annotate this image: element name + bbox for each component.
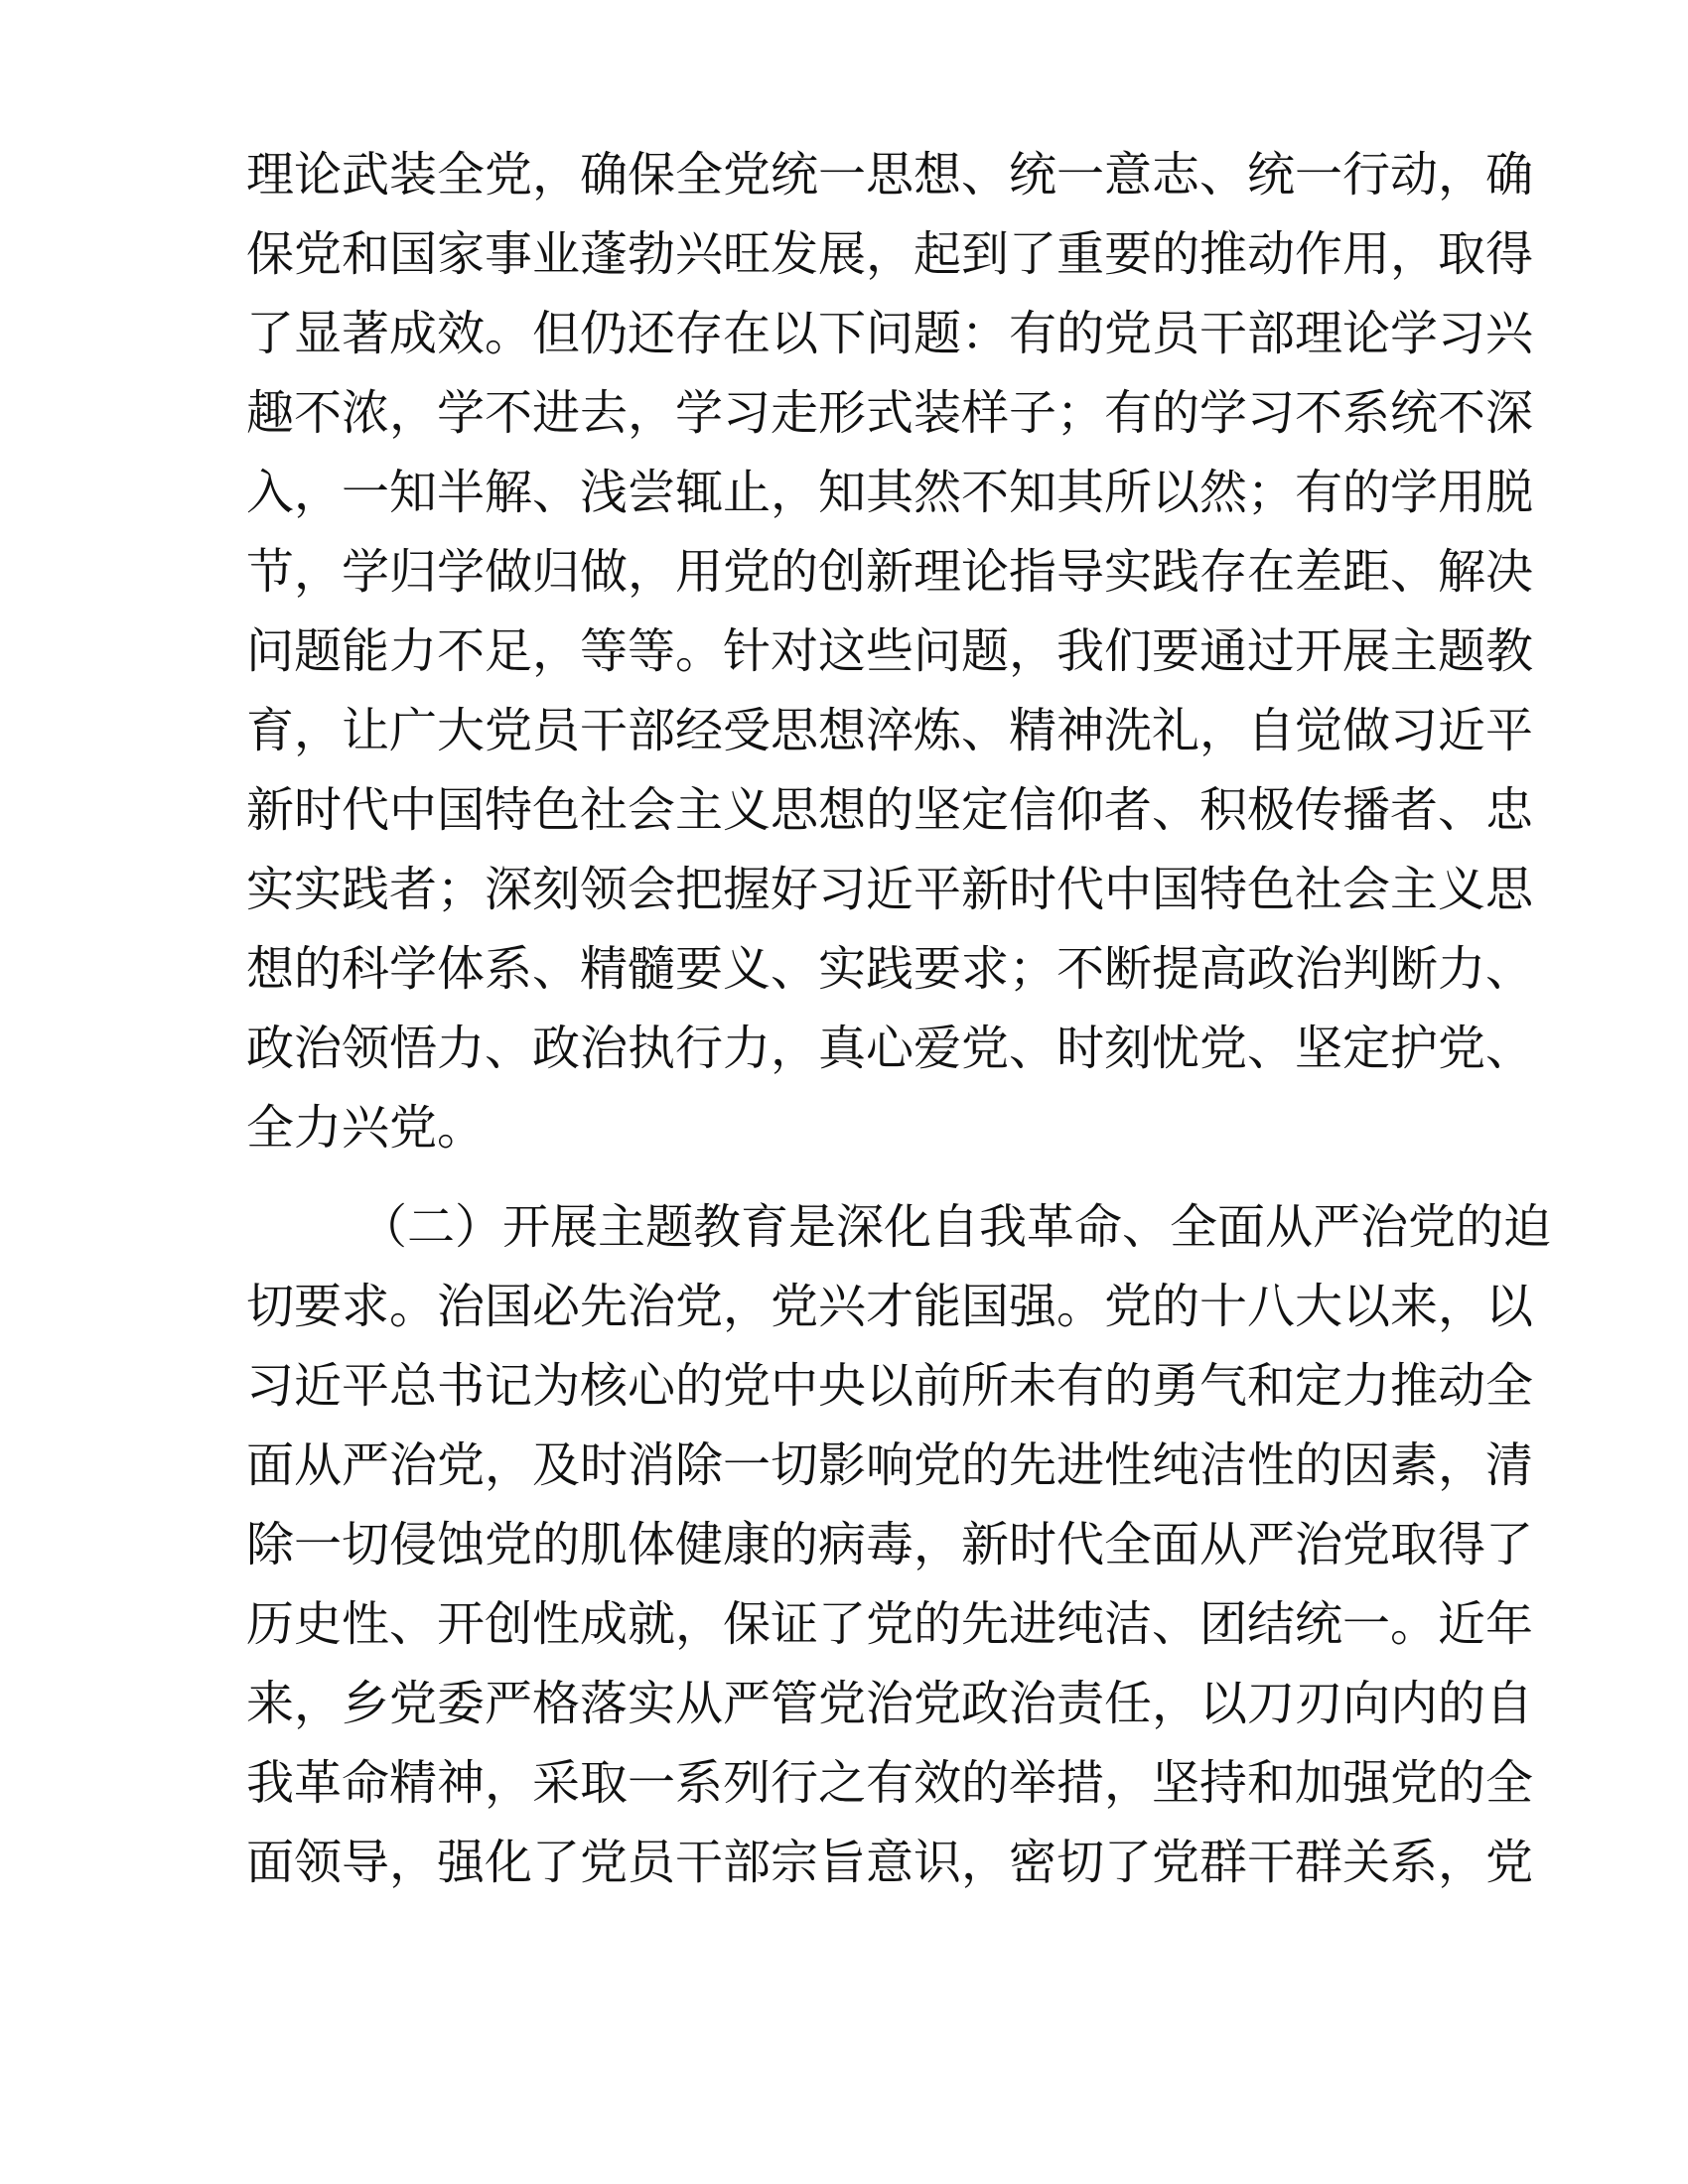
text-line: 了显著成效。但仍还存在以下问题：有的党员干部理论学习兴 (246, 306, 1534, 361)
text-line: 节，学归学做归做，用党的创新理论指导实践存在差距、解决 (246, 544, 1534, 600)
text-line: 新时代中国特色社会主义思想的坚定信仰者、积极传播者、忠 (246, 782, 1534, 838)
text-line: 问题能力不足，等等。针对这些问题，我们要通过开展主题教 (246, 623, 1534, 679)
text-line: 育，让广大党员干部经受思想淬炼、精神洗礼，自觉做习近平 (246, 703, 1534, 758)
text-line: 习近平总书记为核心的党中央以前所未有的勇气和定力推动全 (246, 1358, 1534, 1414)
text-line: 我革命精神，采取一系列行之有效的举措，坚持和加强党的全 (246, 1755, 1534, 1811)
text-line: 入，一知半解、浅尝辄止，知其然不知其所以然；有的学用脱 (246, 465, 1534, 520)
text-line: 想的科学体系、精髓要义、实践要求；不断提高政治判断力、 (246, 941, 1534, 997)
text-line: 政治领悟力、政治执行力，真心爱党、时刻忧党、坚定护党、 (246, 1021, 1534, 1076)
text-line: 历史性、开创性成就，保证了党的先进纯洁、团结统一。近年 (246, 1596, 1534, 1652)
text-line: 面从严治党，及时消除一切影响党的先进性纯洁性的因素，清 (246, 1437, 1534, 1493)
text-line: 理论武装全党，确保全党统一思想、统一意志、统一行动，确 (246, 147, 1534, 203)
text-line: 除一切侵蚀党的肌体健康的病毒，新时代全面从严治党取得了 (246, 1517, 1534, 1572)
text-line: 来，乡党委严格落实从严管党治党政治责任，以刀刃向内的自 (246, 1676, 1534, 1731)
text-line: 保党和国家事业蓬勃兴旺发展，起到了重要的推动作用，取得 (246, 226, 1534, 282)
text-line: 切要求。治国必先治党，党兴才能国强。党的十八大以来，以 (246, 1279, 1534, 1334)
text-line: 全力兴党。 (246, 1100, 486, 1156)
text-line: （二）开展主题教育是深化自我革命、全面从严治党的迫 (359, 1199, 1552, 1255)
text-line: 趣不浓，学不进去，学习走形式装样子；有的学习不系统不深 (246, 385, 1534, 441)
text-line: 实实践者；深刻领会把握好习近平新时代中国特色社会主义思 (246, 862, 1534, 917)
text-line: 面领导，强化了党员干部宗旨意识，密切了党群干群关系，党 (246, 1835, 1534, 1890)
